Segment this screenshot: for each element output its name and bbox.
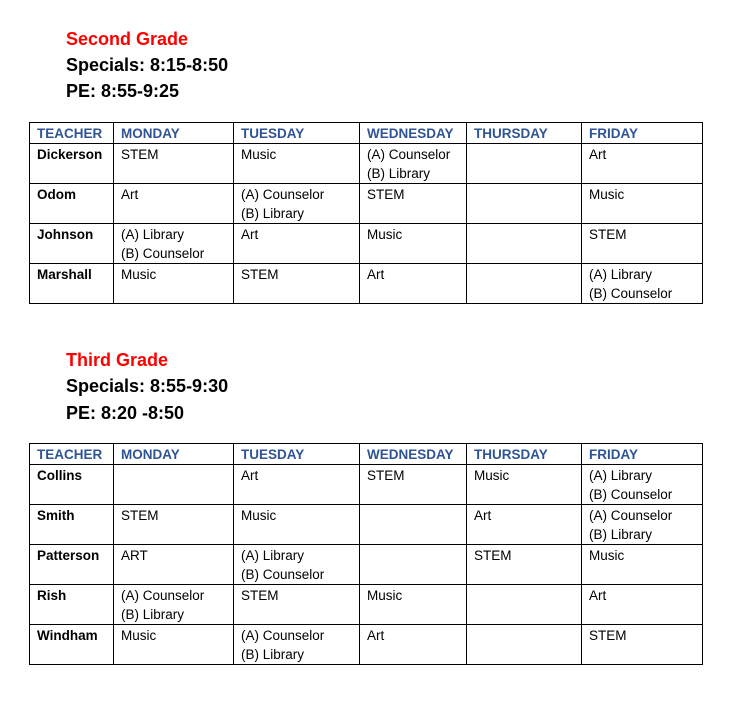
table-cell xyxy=(360,545,467,585)
teacher-name: Patterson xyxy=(30,545,114,585)
table-cell xyxy=(234,545,360,585)
cell-text: (A) Library xyxy=(589,267,653,282)
table-cell xyxy=(360,264,467,304)
table-cell xyxy=(234,585,360,625)
table-cell xyxy=(114,224,234,264)
cell-text: (B) Counselor xyxy=(241,567,325,582)
table-cell xyxy=(114,625,234,665)
table-cell xyxy=(114,505,234,545)
cell-text: STEM xyxy=(589,628,627,643)
table-row xyxy=(30,264,703,304)
teacher-name: Smith xyxy=(30,505,114,545)
column-header: FRIDAY xyxy=(582,123,703,144)
cell-text: STEM xyxy=(241,588,279,603)
table-row xyxy=(30,505,703,545)
cell-text: STEM xyxy=(367,187,405,202)
cell-text: Art xyxy=(589,588,607,603)
table-row xyxy=(30,184,703,224)
table-cell xyxy=(582,184,703,224)
cell-text: (A) Counselor xyxy=(121,588,205,603)
table-row xyxy=(30,144,703,184)
cell-text: STEM xyxy=(121,508,159,523)
table-cell xyxy=(360,465,467,505)
cell-text: Music xyxy=(589,548,625,563)
cell-text: Music xyxy=(474,468,510,483)
table-cell xyxy=(467,264,582,304)
cell-text: (A) Library xyxy=(589,468,653,483)
table-cell xyxy=(582,144,703,184)
table-row xyxy=(30,585,703,625)
cell-text: Art xyxy=(121,187,139,202)
cell-text: STEM xyxy=(121,147,159,162)
schedule-table xyxy=(29,122,703,304)
table-cell xyxy=(114,264,234,304)
cell-text: Art xyxy=(367,267,385,282)
cell-text: (A) Library xyxy=(121,227,185,242)
table-cell xyxy=(234,184,360,224)
table-cell xyxy=(467,545,582,585)
cell-text: (B) Library xyxy=(241,647,305,662)
table-row xyxy=(30,545,703,585)
cell-text: Art xyxy=(589,147,607,162)
table-cell xyxy=(582,585,703,625)
teacher-name: Windham xyxy=(30,625,114,665)
teacher-name: Collins xyxy=(30,465,114,505)
table-cell xyxy=(234,505,360,545)
cell-text: STEM xyxy=(367,468,405,483)
column-header: MONDAY xyxy=(114,123,234,144)
cell-text: (B) Library xyxy=(589,527,653,542)
table-cell xyxy=(582,264,703,304)
teacher-name: Marshall xyxy=(30,264,114,304)
column-header: TUESDAY xyxy=(234,444,360,465)
table-cell xyxy=(360,144,467,184)
column-header: TUESDAY xyxy=(234,123,360,144)
cell-text: Art xyxy=(474,508,492,523)
teacher-name: Odom xyxy=(30,184,114,224)
column-header: FRIDAY xyxy=(582,444,703,465)
table-cell xyxy=(114,545,234,585)
table-cell xyxy=(360,505,467,545)
cell-text: Music xyxy=(121,628,157,643)
cell-text: (A) Counselor xyxy=(367,147,451,162)
table-cell xyxy=(234,625,360,665)
column-header: TEACHER xyxy=(30,444,114,465)
cell-text: (B) Counselor xyxy=(589,487,673,502)
grade-title: Second Grade xyxy=(66,29,189,49)
table-cell xyxy=(467,144,582,184)
cell-text: (B) Counselor xyxy=(121,246,205,261)
table-header-row xyxy=(30,444,703,465)
cell-text: Music xyxy=(367,227,403,242)
cell-text: (A) Counselor xyxy=(589,508,673,523)
cell-text: ART xyxy=(121,548,148,563)
cell-text: Music xyxy=(241,508,277,523)
table-cell xyxy=(582,465,703,505)
column-header: THURSDAY xyxy=(467,444,582,465)
table-cell xyxy=(360,184,467,224)
cell-text: (A) Counselor xyxy=(241,187,325,202)
cell-text: (B) Library xyxy=(121,607,185,622)
column-header: WEDNESDAY xyxy=(360,123,467,144)
cell-text: Art xyxy=(241,468,259,483)
table-cell xyxy=(360,224,467,264)
table-cell xyxy=(467,465,582,505)
table-cell xyxy=(234,465,360,505)
table-cell xyxy=(360,585,467,625)
column-header: TEACHER xyxy=(30,123,114,144)
table-cell xyxy=(467,224,582,264)
cell-text: Art xyxy=(367,628,385,643)
schedule-table xyxy=(29,443,703,665)
table-row xyxy=(30,224,703,264)
table-cell xyxy=(234,144,360,184)
column-header: THURSDAY xyxy=(467,123,582,144)
cell-text: Music xyxy=(367,588,403,603)
table-row xyxy=(30,625,703,665)
table-cell xyxy=(582,224,703,264)
cell-text: (B) Library xyxy=(241,206,305,221)
table-cell xyxy=(467,505,582,545)
pe-time: PE: 8:55-9:25 xyxy=(66,81,180,101)
table-cell xyxy=(582,505,703,545)
table-cell xyxy=(360,625,467,665)
cell-text: Music xyxy=(121,267,157,282)
teacher-name: Rish xyxy=(30,585,114,625)
table-header-row xyxy=(30,123,703,144)
teacher-name: Dickerson xyxy=(30,144,114,184)
specials-time: Specials: 8:55-9:30 xyxy=(66,376,229,396)
cell-text: STEM xyxy=(589,227,627,242)
table-cell xyxy=(114,585,234,625)
pe-time: PE: 8:20 -8:50 xyxy=(66,403,185,423)
table-cell xyxy=(114,184,234,224)
cell-text: (B) Library xyxy=(367,166,431,181)
table-cell xyxy=(582,545,703,585)
cell-text: (B) Counselor xyxy=(589,286,673,301)
table-cell xyxy=(582,625,703,665)
table-cell xyxy=(467,625,582,665)
cell-text: STEM xyxy=(474,548,512,563)
column-header: WEDNESDAY xyxy=(360,444,467,465)
table-cell xyxy=(114,144,234,184)
table-cell xyxy=(114,465,234,505)
table-row xyxy=(30,465,703,505)
cell-text: Music xyxy=(589,187,625,202)
grade-title: Third Grade xyxy=(66,350,169,370)
cell-text: Music xyxy=(241,147,277,162)
table-cell xyxy=(467,184,582,224)
cell-text: (A) Library xyxy=(241,548,305,563)
specials-time: Specials: 8:15-8:50 xyxy=(66,55,229,75)
table-cell xyxy=(467,585,582,625)
cell-text: (A) Counselor xyxy=(241,628,325,643)
table-cell xyxy=(234,224,360,264)
cell-text: STEM xyxy=(241,267,279,282)
table-cell xyxy=(234,264,360,304)
teacher-name: Johnson xyxy=(30,224,114,264)
column-header: MONDAY xyxy=(114,444,234,465)
cell-text: Art xyxy=(241,227,259,242)
